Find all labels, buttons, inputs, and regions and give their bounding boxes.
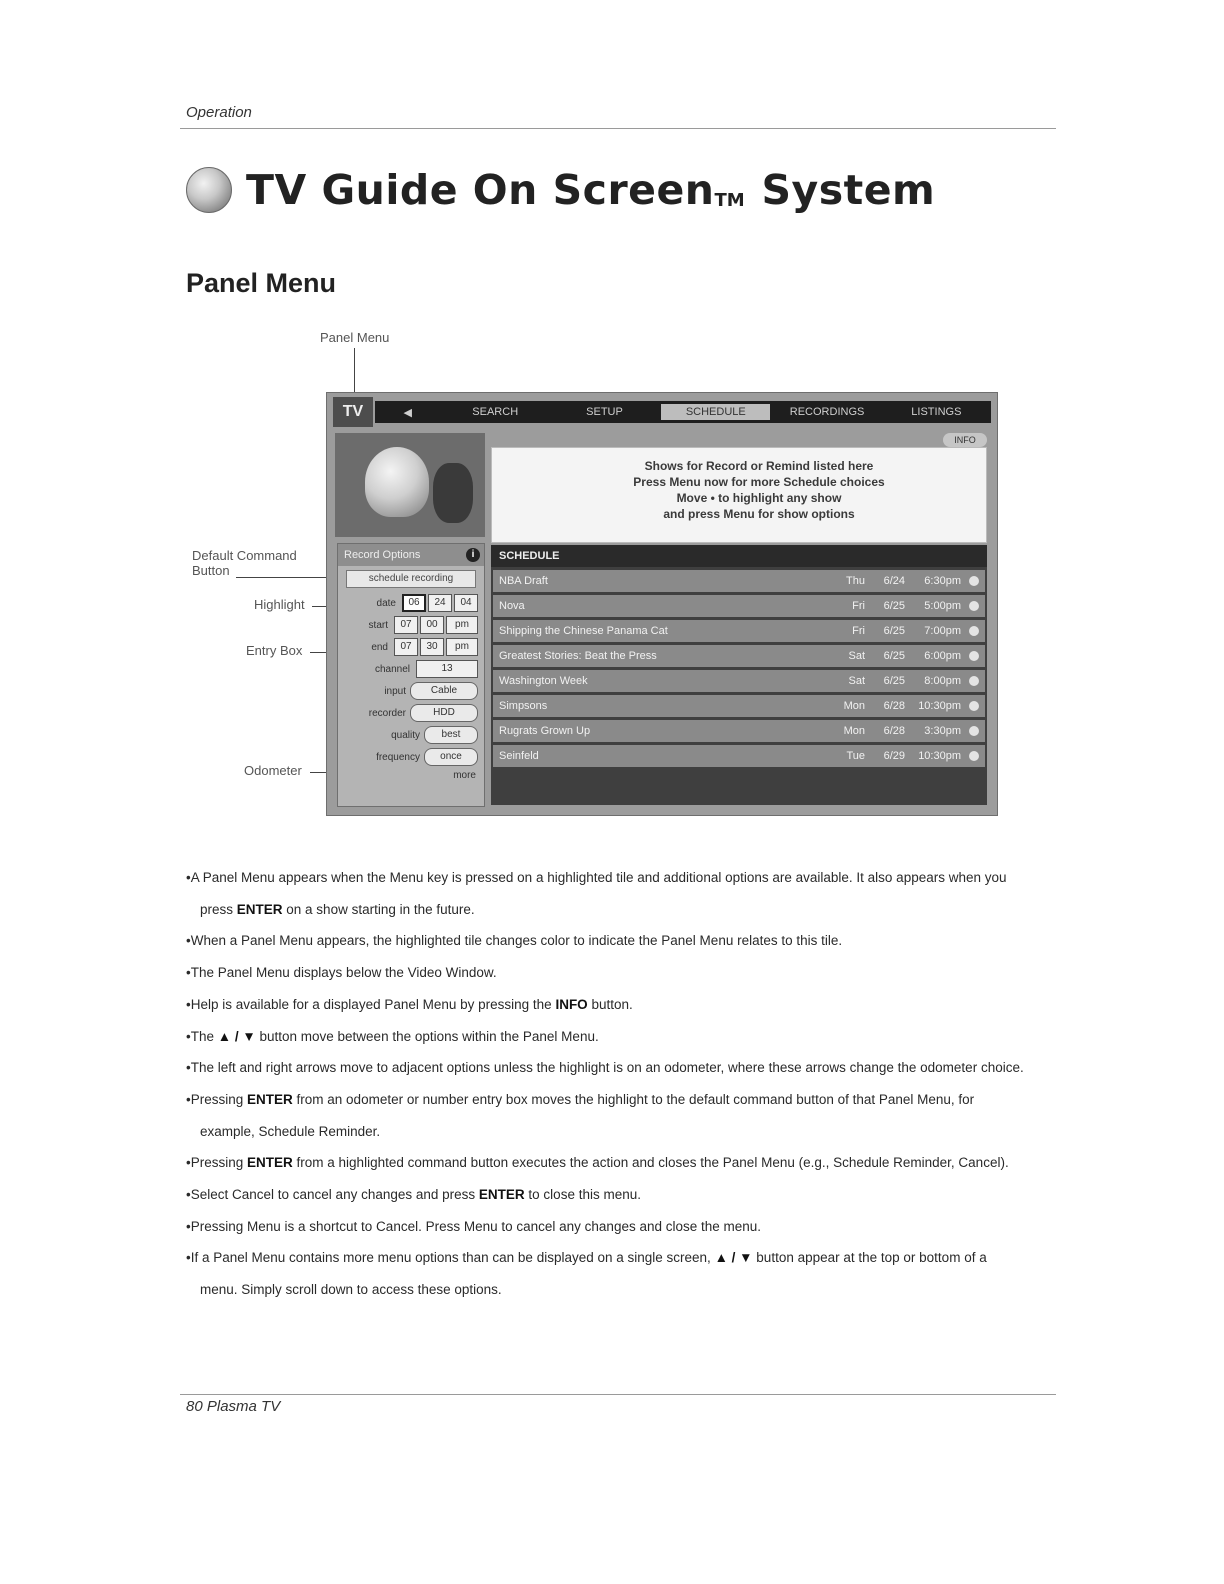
subheading: Panel Menu (186, 268, 337, 298)
record-icon (969, 676, 979, 686)
schedule-title: Rugrats Grown Up (499, 725, 591, 737)
bullet-text-tail: button. (587, 996, 633, 1012)
date-label: date (376, 597, 396, 609)
callout-default-command-line2: Button (192, 563, 230, 578)
record-icon (969, 751, 979, 761)
schedule-day: Tue (846, 750, 865, 762)
bullet-bold: INFO (555, 996, 588, 1012)
record-icon (969, 701, 979, 711)
quality-row (338, 724, 484, 746)
bullet-item (186, 989, 1026, 1021)
schedule-header: SCHEDULE (491, 545, 987, 567)
schedule-row[interactable] (493, 720, 985, 742)
schedule-day: Fri (852, 600, 865, 612)
schedule-date: 6/24 (883, 575, 905, 587)
bullet-bold: ▲ / ▼ (217, 1028, 256, 1044)
bullet-bold: ENTER (478, 1187, 525, 1203)
record-icon (969, 626, 979, 636)
message-box (491, 447, 987, 543)
schedule-date: 6/29 (883, 750, 905, 762)
schedule-row[interactable] (493, 620, 985, 642)
more-indicator[interactable]: more (453, 770, 476, 781)
schedule-day: Fri (852, 625, 865, 637)
schedule-time: 6:00pm (924, 650, 961, 662)
schedule-day: Sat (848, 675, 865, 687)
bullet-text: •Pressing (186, 1091, 248, 1107)
message-line: and press Menu for show options (663, 507, 855, 521)
frequency-label: frequency (376, 751, 420, 763)
start-minute-box[interactable]: 00 (420, 616, 444, 634)
title-tail: System (761, 166, 936, 214)
date-row (338, 592, 484, 614)
info-badge[interactable]: INFO (943, 433, 987, 447)
callout-panel-menu: Panel Menu (320, 330, 390, 345)
schedule-date: 6/25 (883, 675, 905, 687)
recorder-row (338, 702, 484, 724)
schedule-title: Shipping the Chinese Panama Cat (499, 625, 668, 637)
bullet-list (186, 862, 1026, 1306)
callout-entry-box: Entry Box (246, 643, 303, 658)
input-row (338, 680, 484, 702)
end-label: end (371, 641, 388, 653)
schedule-day: Mon (843, 725, 865, 737)
video-window (335, 433, 485, 537)
bullet-item (186, 957, 1026, 989)
tab-recordings[interactable]: RECORDINGS (789, 406, 865, 418)
schedule-date: 6/25 (883, 625, 905, 637)
date-day-box[interactable]: 24 (428, 594, 452, 612)
frequency-row (338, 746, 484, 768)
schedule-day: Mon (843, 700, 865, 712)
message-line: Press Menu now for more Schedule choices (633, 475, 885, 489)
default-command-button[interactable]: schedule recording (346, 570, 476, 588)
bullet-text: •Select Cancel to cancel any changes and press (186, 1187, 479, 1203)
quality-label: quality (391, 729, 420, 741)
bullet-text: •The (186, 1028, 218, 1044)
schedule-time: 7:00pm (924, 625, 961, 637)
schedule-time: 10:30pm (918, 700, 961, 712)
message-lines (532, 458, 986, 522)
callout-highlight: Highlight (254, 597, 305, 612)
schedule-rows (491, 570, 987, 767)
tab-schedule[interactable]: SCHEDULE (661, 404, 770, 420)
callout-default-command-line1: Default Command (192, 548, 297, 563)
schedule-title: Seinfeld (499, 750, 539, 762)
helmet-image (365, 447, 429, 517)
recorder-label: recorder (368, 707, 406, 719)
start-row (338, 614, 484, 636)
nav-arrow-icon: ◀ (403, 406, 413, 419)
bullet-text: •A Panel Menu appears when the Menu key is pressed on a highlighted tile and additional options are available. It also appears when you press (186, 870, 1007, 917)
quality-odometer[interactable]: best (424, 726, 478, 744)
bottom-rule (180, 1394, 1056, 1395)
bullet-item (186, 1147, 1026, 1179)
page-title (246, 166, 935, 214)
end-hour-box[interactable]: 07 (394, 638, 418, 656)
end-row (338, 636, 484, 658)
page-footer: 80 Plasma TV (186, 1398, 281, 1415)
bullet-text-tail: button appear at the top or bottom of a menu. Simply scroll down to access these options. (200, 1250, 987, 1298)
schedule-row[interactable] (493, 745, 985, 767)
schedule-date: 6/28 (883, 700, 905, 712)
top-nav (375, 401, 991, 423)
callout-odometer: Odometer (244, 763, 302, 778)
schedule-time: 8:00pm (924, 675, 961, 687)
bullet-text: •When a Panel Menu appears, the highlighted tile changes color to indicate the Panel Menu relates to this tile. (186, 933, 843, 949)
panel-head (338, 544, 484, 566)
section-label: Operation (186, 104, 252, 121)
bullet-item (186, 1084, 1026, 1147)
schedule-time: 5:00pm (924, 600, 961, 612)
bullet-text: •Pressing (186, 1155, 248, 1171)
message-line: Move • to highlight any show (676, 491, 842, 505)
player-image (433, 463, 473, 523)
bullet-text: •The Panel Menu displays below the Video Window. (186, 965, 497, 981)
bullet-text: •Help is available for a displayed Panel Menu by pressing the (186, 996, 556, 1012)
bullet-bold: ▲ / ▼ (714, 1250, 753, 1266)
bullet-bold: ENTER (247, 1155, 293, 1171)
input-label: input (384, 685, 406, 697)
tab-listings[interactable]: LISTINGS (911, 406, 962, 418)
schedule-row[interactable] (493, 670, 985, 692)
bullet-text-tail: from a highlighted command button executes the action and closes the Panel Menu (e.g., Schedule Reminder, Cancel). (292, 1155, 1009, 1171)
schedule-title: Washington Week (499, 675, 588, 687)
bullet-text-tail: on a show starting in the future. (282, 901, 475, 917)
message-line: Shows for Record or Remind listed here (644, 459, 874, 473)
schedule-row[interactable] (493, 595, 985, 617)
bullet-text-tail: from an odometer or number entry box moves the highlight to the default command button of that Panel Menu, for example, Schedule Reminder. (200, 1091, 975, 1139)
start-ampm-box[interactable]: pm (446, 616, 478, 634)
title-tm: TM (714, 190, 745, 211)
schedule-row[interactable] (493, 570, 985, 592)
schedule-day: Sat (848, 650, 865, 662)
channel-box[interactable]: 13 (416, 660, 478, 678)
tab-setup[interactable]: SETUP (586, 406, 623, 418)
bullet-text-tail: to close this menu. (524, 1187, 641, 1203)
bullet-text: •If a Panel Menu contains more menu options than can be displayed on a single screen, (186, 1250, 715, 1266)
bullet-text: •Pressing Menu is a shortcut to Cancel. Press Menu to cancel any changes and close the menu. (186, 1218, 762, 1234)
schedule-row[interactable] (493, 645, 985, 667)
bullet-text: •The left and right arrows move to adjacent options unless the highlight is on an odometer, where these arrows change the odometer choice. (186, 1060, 1024, 1076)
bullet-item (186, 925, 1026, 957)
schedule-title: Greatest Stories: Beat the Press (499, 650, 657, 662)
schedule-date: 6/28 (883, 725, 905, 737)
bullet-item (186, 1242, 1026, 1305)
tv-guide-screen (326, 392, 998, 816)
start-label: start (368, 619, 388, 631)
record-icon (969, 651, 979, 661)
recorder-odometer[interactable]: HDD (410, 704, 478, 722)
start-hour-box[interactable]: 07 (394, 616, 418, 634)
bullet-item (186, 1211, 1026, 1243)
bullet-text-tail: button move between the options within the Panel Menu. (255, 1028, 599, 1044)
schedule-time: 6:30pm (924, 575, 961, 587)
bullet-item (186, 1021, 1026, 1053)
date-month-box[interactable]: 06 (402, 594, 426, 612)
schedule-row[interactable] (493, 695, 985, 717)
callout-default-command (192, 548, 297, 578)
bullet-item (186, 862, 1026, 925)
end-minute-box[interactable]: 30 (420, 638, 444, 656)
panel-title: Record Options (344, 549, 421, 561)
schedule-title: Simpsons (499, 700, 548, 712)
panel-menu (337, 543, 485, 807)
channel-label: channel (374, 663, 410, 675)
info-icon[interactable]: i (466, 548, 480, 562)
schedule-date: 6/25 (883, 650, 905, 662)
title-disc-icon (186, 167, 232, 213)
schedule-time: 10:30pm (918, 750, 961, 762)
bullet-item (186, 1179, 1026, 1211)
record-icon (969, 601, 979, 611)
channel-row (338, 658, 484, 680)
frequency-odometer[interactable]: once (424, 748, 478, 766)
input-odometer[interactable]: Cable (410, 682, 478, 700)
title-row (186, 166, 935, 214)
schedule-list (491, 545, 987, 805)
top-rule (180, 128, 1056, 129)
record-icon (969, 576, 979, 586)
end-ampm-box[interactable]: pm (446, 638, 478, 656)
date-year-box[interactable]: 04 (454, 594, 478, 612)
schedule-title: Nova (499, 600, 525, 612)
schedule-title: NBA Draft (499, 575, 548, 587)
bullet-item (186, 1052, 1026, 1084)
title-main: TV Guide On Screen (246, 166, 715, 214)
bullet-bold: ENTER (236, 901, 283, 917)
record-icon (969, 726, 979, 736)
schedule-date: 6/25 (883, 600, 905, 612)
tv-guide-logo: TV (333, 397, 373, 427)
tab-search[interactable]: SEARCH (472, 406, 519, 418)
schedule-time: 3:30pm (924, 725, 961, 737)
schedule-day: Thu (846, 575, 865, 587)
bullet-bold: ENTER (247, 1091, 293, 1107)
